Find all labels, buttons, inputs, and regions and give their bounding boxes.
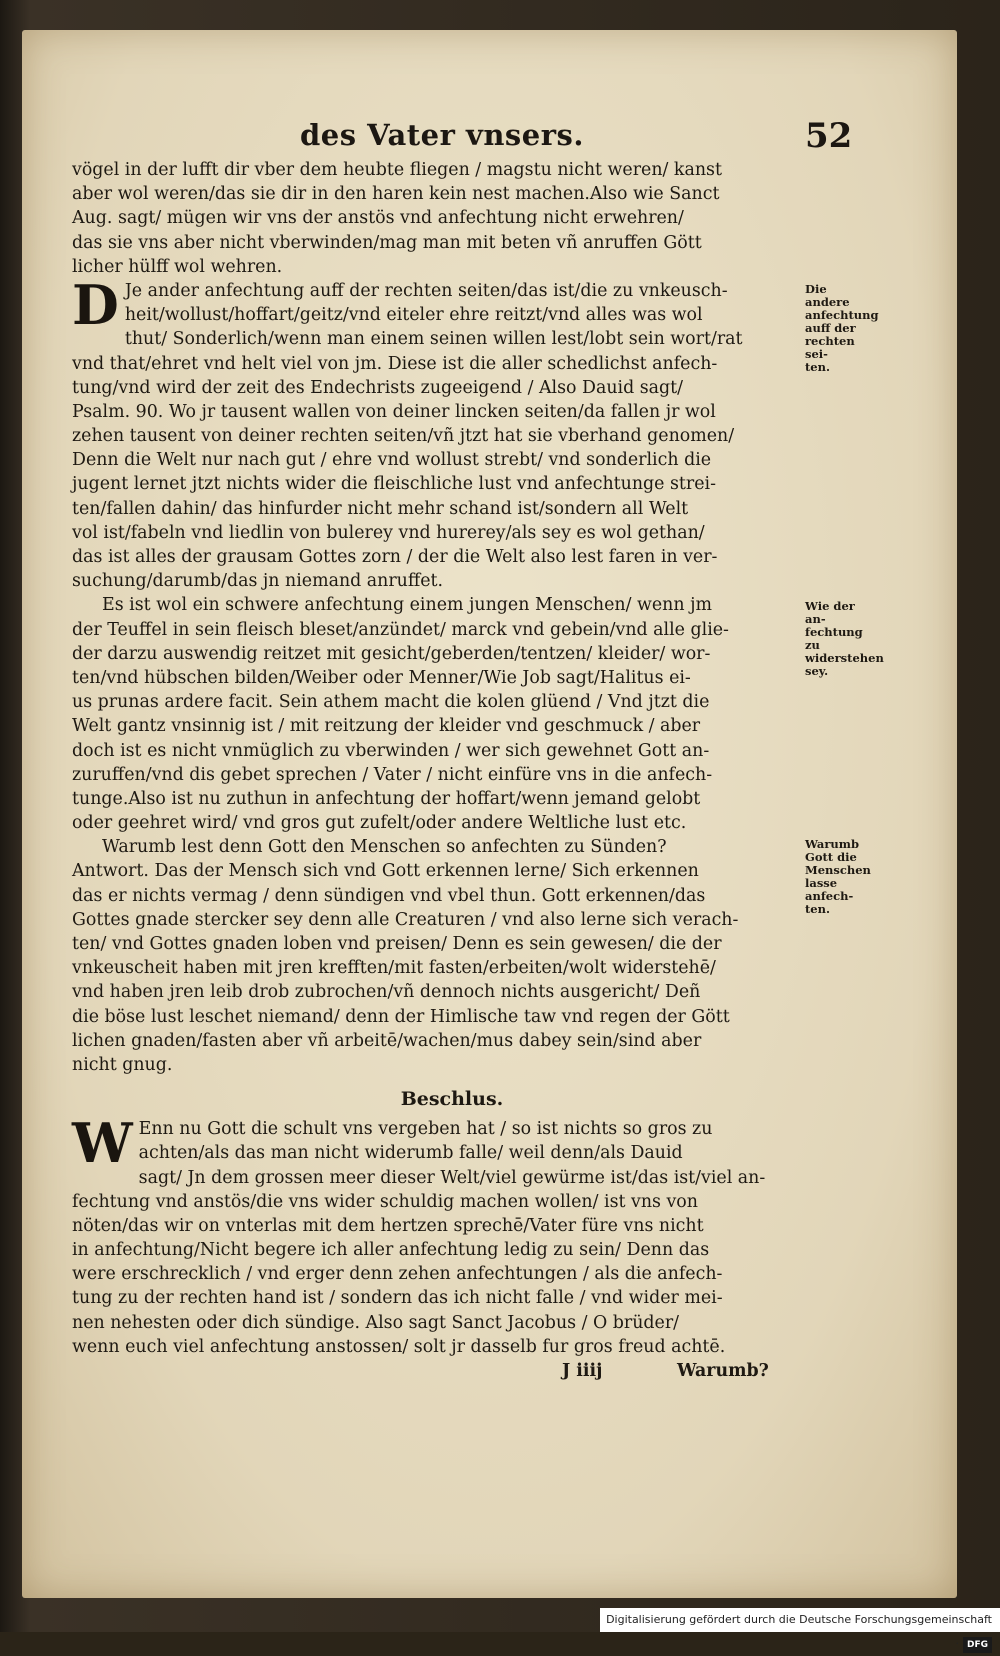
text-line: doch ist es nicht vnmüglich zu vberwinden / wer sich gewehnet Gott an- (72, 740, 710, 761)
text-line: tunge.Also ist nu zuthun in anfechtung der hoffart/wenn jemand gelobt (72, 788, 701, 809)
text-line: nöten/das wir on vnterlas mit dem hertzen sprechē/Vater füre vns nicht (72, 1215, 704, 1236)
text-line: sagt/ Jn dem grossen meer dieser Welt/viel gewürme ist/das ist/viel an- (138, 1167, 766, 1188)
text-line: nen nehesten oder dich sündige. Also sagt Sanct Jacobus / O brüder/ (72, 1312, 680, 1333)
drop-initial: D (72, 272, 119, 337)
drop-initial: W (72, 1111, 133, 1176)
text-line: Psalm. 90. Wo jr tausent wallen von deiner lincken seiten/da fallen jr wol (72, 401, 716, 422)
text-line: us prunas ardere facit. Sein athem macht die kolen glüend / Vnd jtzt die (72, 692, 710, 713)
gloss-line: widerstehen (805, 651, 884, 665)
gloss-line: ten. (805, 902, 830, 916)
text-line: Antwort. Das der Mensch sich vnd Gott erkennen lerne/ Sich erkennen (72, 861, 699, 882)
text-line: in anfechtung/Nicht begere ich aller anfechtung ledig zu sein/ Denn das (72, 1240, 710, 1261)
text-line: nicht gnug. (72, 1054, 173, 1075)
text-line: ten/fallen dahin/ das hinfurder nicht mehr schand ist/sondern all Welt (72, 498, 689, 519)
text-line: Je ander anfechtung auff der rechten seiten/das ist/die zu vnkeusch- (124, 280, 728, 301)
marginal-gloss-3 (805, 838, 873, 916)
text-line: licher hülff wol wehren. (72, 256, 283, 277)
gloss-line: anfechtung (805, 308, 879, 322)
gloss-line: ten. (805, 360, 830, 374)
text-line: Es ist wol ein schwere anfechtung einem jungen Menschen/ wenn jm (102, 595, 712, 616)
text-line: Denn die Welt nur nach gut / ehre vnd wollust strebt/ vnd sonderlich die (72, 450, 712, 471)
paragraph-1 (72, 158, 802, 279)
text-line: oder geehret wird/ vnd gros gut zufelt/oder andere Weltliche lust etc. (72, 813, 687, 834)
gloss-line: Die andere (805, 282, 850, 309)
gloss-line: rechten sei- (805, 334, 855, 361)
text-line: vol ist/fabeln vnd liedlin von bulerey vnd hurerey/als sey es wol gethan/ (72, 522, 705, 543)
text-line: jugent lernet jtzt nichts wider die fleischliche lust vnd anfechtunge strei- (72, 474, 716, 495)
text-line: vnkeuscheit haben mit jren krefften/mit fasten/erbeiten/wolt widerstehē/ (72, 958, 716, 979)
paragraph-2 (72, 272, 802, 593)
text-line: vögel in der lufft dir vber dem heubte fliegen / magstu nicht weren/ kanst (72, 160, 722, 180)
text-line: ten/ vnd Gottes gnaden loben vnd preisen/ Denn es sein gewesen/ die der (72, 934, 722, 954)
text-line: fechtung vnd anstös/die vns wider schuldig machen wollen/ ist vns von (72, 1191, 698, 1212)
gloss-line: Menschen (805, 863, 871, 877)
paragraph-3 (72, 593, 802, 835)
text-line: tung/vnd wird der zeit des Endechrists zugeeigend / Also Dauid sagt/ (72, 377, 684, 398)
text-line: ten/vnd hübschen bilden/Weiber oder Menner/Wie Job sagt/Halitus ei- (72, 667, 691, 688)
text-line: vnd haben jren leib drob zubrochen/vñ dennoch nichts ausgericht/ Deñ (72, 982, 701, 1003)
catchword: Warumb? (677, 1361, 769, 1381)
text-line: das sie vns aber nicht vberwinden/mag man mit beten vñ anruffen Gött (72, 232, 702, 253)
folio-number: 52 (805, 116, 853, 156)
text-line: Enn nu Gott die schult vns vergeben hat / so ist nichts so gros zu (138, 1119, 713, 1140)
text-line: der darzu auswendig reitzet mit gesicht/geberden/tentzen/ kleider/ wor- (72, 643, 711, 664)
dfg-logo: DFG (963, 1637, 992, 1653)
text-line: aber wol weren/das sie dir in den haren kein nest machen.Also wie Sanct (72, 184, 720, 205)
text-line: Warumb lest denn Gott den Menschen so anfechten zu Sünden? (102, 837, 667, 858)
text-line: das ist alles der grausam Gottes zorn / der die Welt also lest faren in ver- (72, 547, 718, 567)
gloss-line: auff der (805, 321, 856, 335)
text-line: Welt gantz vnsinnig ist / mit reitzung der kleider vnd geschmuck / aber (72, 716, 701, 737)
text-line: die böse lust leschet niemand/ denn der Himlische taw vnd regen der Gött (72, 1006, 730, 1027)
text-line: thut/ Sonderlich/wenn man einem seinen willen lest/lobt sein wort/rat (124, 329, 743, 350)
gloss-line: Warumb (805, 837, 859, 851)
gloss-line: fechtung zu (805, 625, 863, 652)
text-line: das er nichts vermag / denn sündigen vnd vbel thun. Gott erkennen/das (72, 885, 706, 906)
gloss-line: Wie der an- (805, 599, 855, 626)
text-line: were erschrecklich / vnd erger denn zehen anfechtungen / als die anfech- (72, 1264, 723, 1285)
digitization-credit (600, 1608, 1000, 1650)
signature-line (72, 1359, 802, 1383)
gloss-line: Gott die (805, 850, 857, 864)
marginal-gloss-1 (805, 282, 879, 374)
gloss-line: sey. (805, 664, 829, 678)
text-line: zehen tausent von deiner rechten seiten/vñ jtzt hat sie vberhand genomen/ (72, 426, 735, 447)
text-line: suchung/darumb/das jn niemand anruffet. (72, 571, 444, 592)
text-line: Aug. sagt/ mügen wir vns der anstös vnd anfechtung nicht erwehren/ (72, 208, 684, 229)
paragraph-5 (72, 1111, 802, 1359)
text-line: Gottes gnade stercker sey denn alle Creaturen / vnd also lerne sich verach- (72, 909, 739, 930)
credit-text: Digitalisierung gefördert durch die Deutsche Forschungsgemeinschaft · (606, 1613, 992, 1650)
section-heading: Beschlus. (400, 1088, 504, 1111)
running-title: des Vater vnsers. (300, 118, 584, 152)
page-header (0, 118, 1000, 158)
text-line: achten/als das man nicht widerumb falle/ weil denn/als Dauid (138, 1143, 683, 1164)
main-text (72, 158, 802, 1383)
text-line: lichen gnaden/fasten aber vñ arbeitē/wachen/mus dabey sein/sind aber (72, 1030, 702, 1051)
text-line: der Teuffel in sein fleisch bleset/anzündet/ marck vnd gebein/vnd alle glie- (72, 619, 729, 640)
marginal-gloss-2 (805, 599, 884, 678)
text-line: vnd that/ehret vnd helt viel von jm. Diese ist die aller schedlichst anfech- (72, 353, 718, 374)
signature-mark: J iiij (562, 1361, 603, 1381)
text-line: tung zu der rechten hand ist / sondern das ich nicht falle / vnd wider mei- (72, 1288, 723, 1309)
gloss-line: lasse anfech- (805, 876, 854, 903)
text-line: wenn euch viel anfechtung anstossen/ solt jr dasselb fur gros freud achtē. (72, 1336, 726, 1357)
text-line: zuruffen/vnd dis gebet sprechen / Vater / nicht einfüre vns in die anfech- (72, 764, 713, 785)
text-line: heit/wollust/hoffart/geitz/vnd eiteler ehre reitzt/vnd alles was wol (124, 305, 703, 326)
paragraph-4 (72, 835, 802, 1077)
